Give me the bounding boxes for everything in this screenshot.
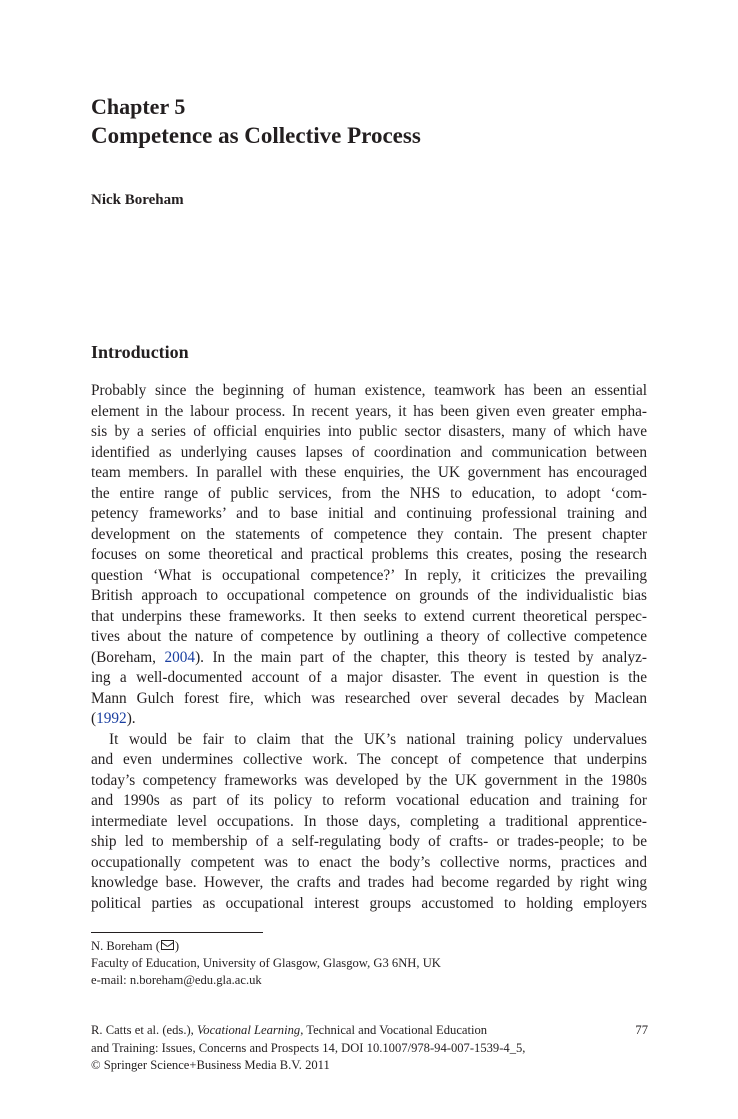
footnote-author-line [91,938,441,955]
chapter-title: Competence as Collective Process [91,123,421,148]
text-line: and even undermines collective work. The concept of competence that underpins [91,751,647,768]
text-line [91,709,647,730]
citation-link[interactable]: 1992 [96,710,127,727]
text-line: team members. In parallel with these enquiries, the UK government has encouraged [91,464,647,481]
book-title: Vocational Learning [196,1023,301,1037]
copyright-line: © Springer Science+Business Media B.V. 2011 [91,1058,330,1072]
footnote-author-close: ) [174,939,180,953]
publication-line: and Training: Issues, Concerns and Prospects 14, DOI 10.1007/978-94-007-1539-4_5, [91,1040,526,1055]
author-footnote [91,938,441,989]
text-line: occupationally competent was to enact the body’s collective norms, practices and [91,853,647,871]
paragraph-intro [91,381,647,730]
chapter-number: Chapter 5 [91,94,186,119]
text-fragment: ). In the main part of the chapter, this theory is tested by analyz- [195,648,647,666]
footnote-author-name: N. Boreham ( [91,939,160,953]
author-name: Nick Boreham [91,192,184,208]
text-line: development on the statements of competence they contain. The present chapter [91,525,647,543]
text-line: ship led to membership of a self-regulating body of crafts- or trades-people; to be [91,833,647,850]
text-line: Mann Gulch forest fire, which was researched over several decades by Maclean [91,689,647,707]
publication-info [91,1022,525,1075]
text-fragment: ( [91,710,97,727]
publication-editors: R. Catts et al. (eds.), [91,1023,197,1037]
text-line: It would be fair to claim that the UK’s national training policy undervalues [109,730,647,748]
footnote-divider [91,932,263,933]
section-heading: Introduction [91,342,189,362]
paragraph-policy [91,730,647,915]
text-line: element in the labour process. In recent years, it has been given even greater empha- [91,402,647,420]
text-line: the entire range of public services, from the NHS to education, to adopt ‘com- [91,484,647,502]
text-line: Probably since the beginning of human existence, teamwork has been an essential [91,382,647,399]
publication-line [91,1022,525,1040]
text-line: British approach to occupational competence on grounds of the individualistic bias [91,587,647,604]
text-line: intermediate level occupations. In those days, completing a traditional apprentice- [91,812,647,830]
text-line: today’s competency frameworks was developed by the UK government in the 1980s [91,771,647,789]
series-title: , Technical and Vocational Education [300,1023,488,1037]
text-line: sis by a series of official enquiries into public sector disasters, many of which have [91,423,647,440]
text-fragment: ). [126,710,136,727]
footnote-affiliation: Faculty of Education, University of Glasgow, Glasgow, G3 6NH, UK [91,956,441,970]
text-line: knowledge base. However, the crafts and trades had become regarded by right wing [91,874,647,891]
text-line: political parties as occupational interest groups accustomed to holding employers [91,894,647,912]
text-line: petency frameworks’ and to base initial and continuing professional training and [91,505,647,522]
text-line: question ‘What is occupational competence?’ In reply, it criticizes the prevailing [91,566,647,584]
text-line: and 1990s as part of its policy to reform vocational education and training for [91,792,647,809]
text-fragment: (Boreham, [91,648,165,666]
citation-link[interactable]: 2004 [164,648,196,666]
text-line: focuses on some theoretical and practical problems this creates, posing the research [91,546,647,563]
text-line: that underpins these frameworks. It then seeks to extend current theoretical perspec- [91,607,647,625]
text-line: identified as underlying causes lapses of coordination and communication between [91,443,647,461]
page-number: 77 [635,1023,648,1037]
text-line: ing a well-documented account of a major disaster. The event in question is the [91,669,647,686]
text-line: tives about the nature of competence by outlining a theory of collective competence [91,628,647,645]
footnote-email: e-mail: n.boreham@edu.gla.ac.uk [91,973,262,987]
text-line [91,648,647,669]
mail-icon [161,940,174,950]
